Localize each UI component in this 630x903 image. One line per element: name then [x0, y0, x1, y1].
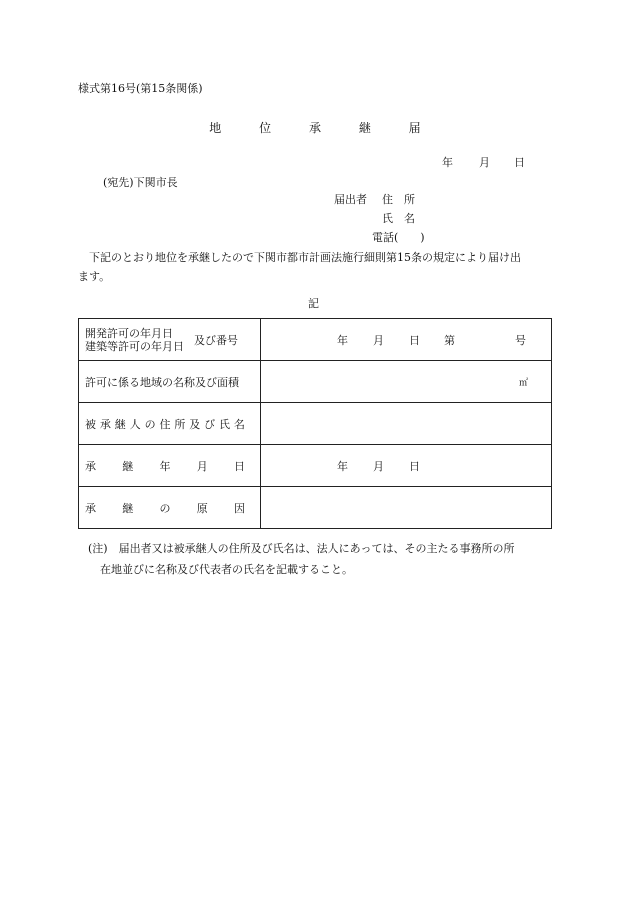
area-label-cell	[79, 361, 261, 403]
table-row	[79, 361, 552, 403]
label-char: 因	[234, 501, 245, 515]
area-unit: ㎡	[519, 378, 529, 388]
body-line-1: 下記のとおり地位を承継したので下関市都市計画法施行細則第15条の規定により届け出	[89, 251, 521, 264]
title-char: 届	[408, 121, 421, 135]
label-char: 承	[99, 417, 111, 431]
date-day: 日	[514, 156, 525, 169]
footnote	[88, 538, 558, 580]
label-char: 月	[196, 459, 208, 473]
successor-label	[85, 416, 245, 432]
succession-year: 年	[337, 459, 348, 473]
label-char: 承	[85, 459, 96, 473]
address-label: 住 所	[382, 193, 415, 206]
footnote-line-1: (注) 届出者又は被承継人の住所及び氏名は、法人にあっては、その主たる事務所の所	[88, 542, 515, 555]
title-char: 継	[358, 121, 371, 135]
succession-reason-label	[85, 500, 245, 516]
label-char: の	[144, 417, 156, 431]
permit-go: 号	[515, 333, 526, 347]
label-char: 住	[159, 417, 171, 431]
area-value-cell[interactable]	[261, 361, 552, 403]
label-char: び	[204, 417, 216, 431]
document-title	[0, 121, 630, 135]
table-row	[79, 487, 552, 529]
succession-date-label	[85, 458, 245, 474]
permit-date-value-cell[interactable]	[261, 319, 552, 361]
body-line-2: ます。	[78, 270, 111, 283]
title-char: 承	[308, 121, 321, 135]
form-number: 様式第16号(第15条関係)	[78, 82, 203, 95]
label-char: 原	[196, 501, 208, 515]
succession-reason-value-cell[interactable]	[261, 487, 552, 529]
date-year: 年	[442, 156, 453, 169]
permit-label-top: 開発許可の年月日	[85, 326, 173, 340]
permit-day: 日	[409, 333, 420, 347]
label-char: の	[159, 501, 171, 515]
table-row	[79, 319, 552, 361]
permit-dai: 第	[444, 333, 455, 347]
label-char: 継	[114, 417, 126, 431]
label-char: 継	[122, 501, 134, 515]
label-char: 日	[234, 459, 245, 473]
succession-date-value-cell[interactable]	[261, 445, 552, 487]
body-paragraph	[78, 248, 554, 286]
permit-label-bottom: 建築等許可の年月日	[85, 339, 184, 353]
table-row	[79, 403, 552, 445]
succession-date-label-cell	[79, 445, 261, 487]
table-row	[79, 445, 552, 487]
phone-label: 電話( )	[372, 231, 425, 244]
date-month: 月	[479, 156, 490, 169]
label-char: 被	[85, 417, 96, 431]
footnote-line-2: 在地並びに名称及び代表者の氏名を記載すること。	[100, 563, 353, 576]
label-char: 人	[129, 417, 141, 431]
permit-date-label-cell	[79, 319, 261, 361]
area-label: 許可に係る地域の名称及び面積	[85, 375, 239, 389]
title-char: 地	[209, 121, 222, 135]
name-label: 氏 名	[382, 212, 415, 225]
label-char: 継	[122, 459, 134, 473]
title-char: 位	[259, 121, 272, 135]
permit-label-side: 及び番号	[194, 333, 238, 347]
label-char: 承	[85, 501, 96, 515]
ki-heading: 記	[308, 297, 319, 310]
succession-table	[78, 318, 552, 529]
label-char: 名	[233, 417, 245, 431]
permit-month: 月	[373, 333, 384, 347]
addressee: (宛先)下関市長	[103, 176, 178, 189]
successor-value-cell[interactable]	[261, 403, 552, 445]
label-char: 氏	[219, 417, 231, 431]
succession-reason-label-cell	[79, 487, 261, 529]
succession-month: 月	[373, 459, 384, 473]
successor-label-cell	[79, 403, 261, 445]
permit-year: 年	[337, 333, 348, 347]
label-char: 及	[189, 417, 201, 431]
applicant-role: 届出者	[334, 193, 367, 206]
label-char: 年	[159, 459, 171, 473]
succession-day: 日	[409, 459, 420, 473]
label-char: 所	[174, 417, 186, 431]
